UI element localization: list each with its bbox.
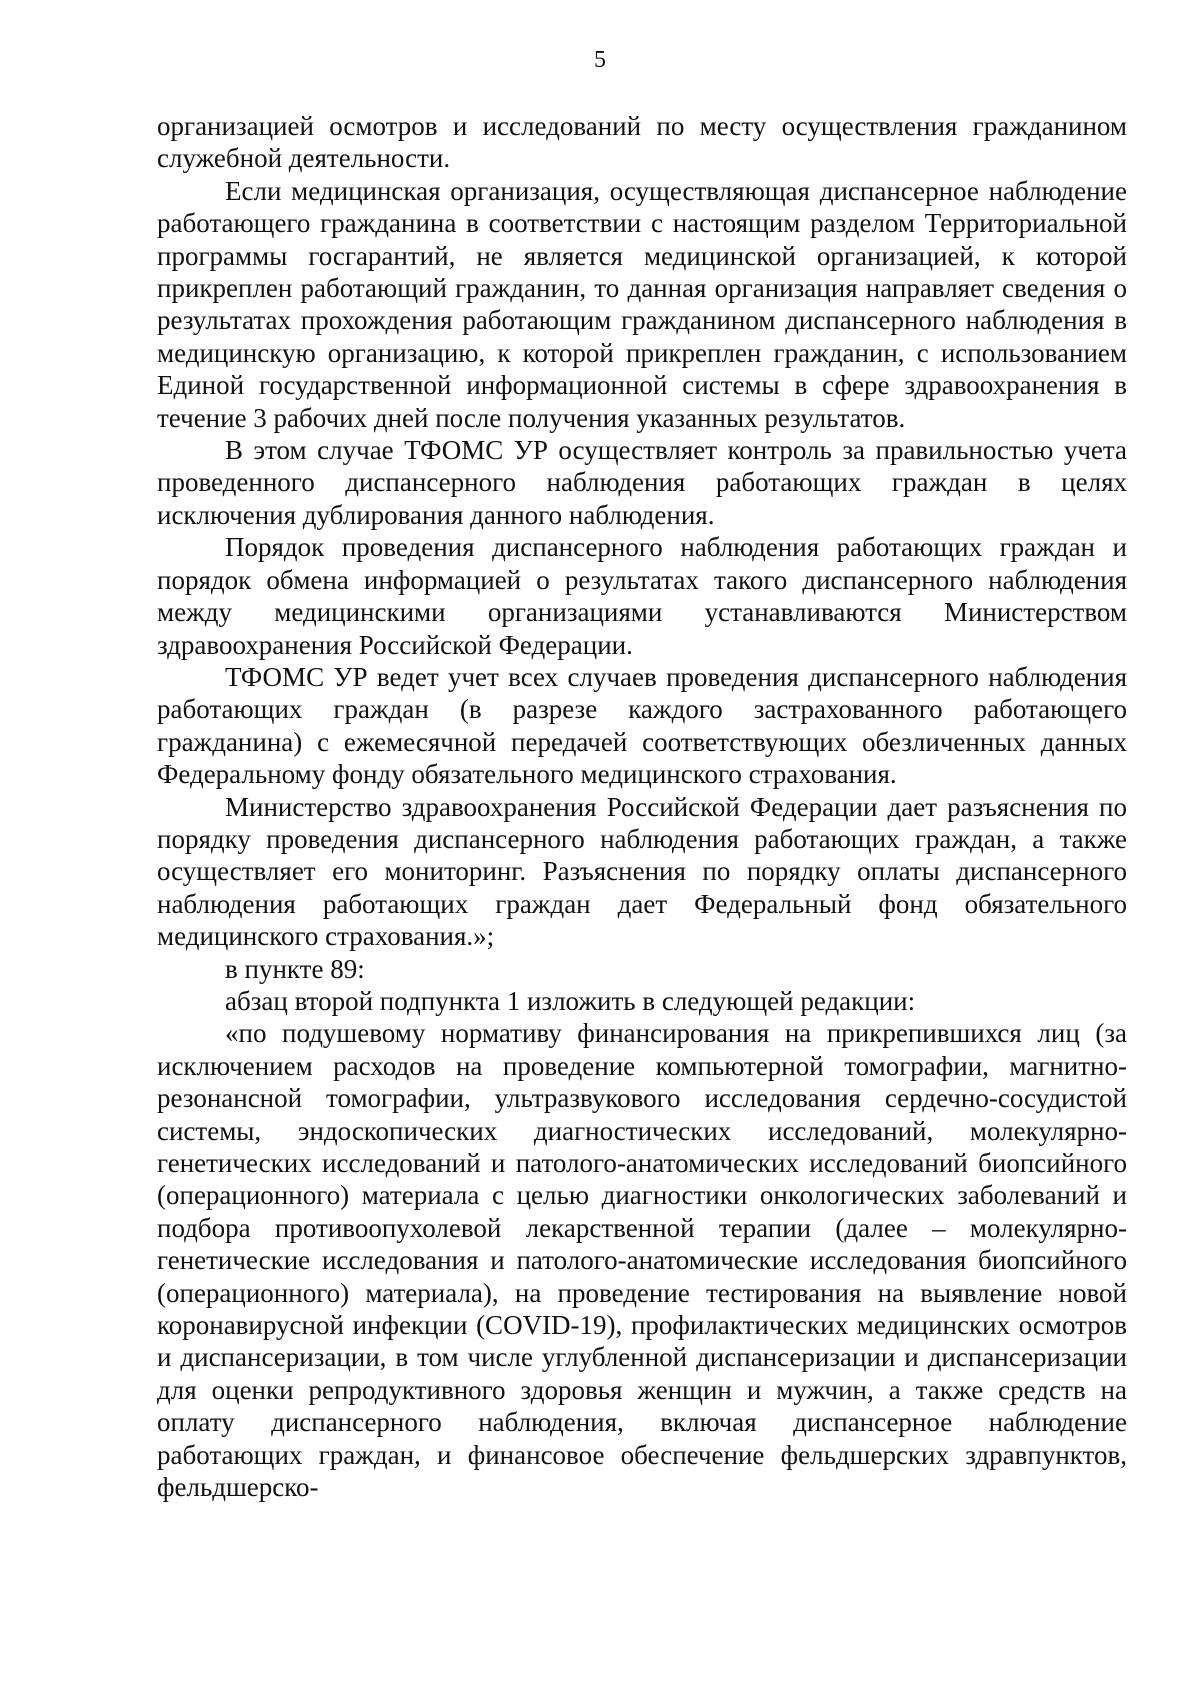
page-number: 5 — [594, 47, 606, 73]
paragraph: В этом случае ТФОМС УР осуществляет контроль за правильностью учета проведенного диспансерного наблюдения работающих граждан в целях исключения дублирования данного наблюдения. — [157, 435, 1127, 530]
paragraph: Министерство здравоохранения Российской Федерации дает разъяснения по порядку проведения диспансерного наблюдения работающих граждан, а также осуществляет его мониторинг. Разъяснения по порядку оплаты диспансерного наблюдения работающих граждан дает Федеральный фонд обязательного медицинского страхования.»; — [157, 791, 1127, 952]
paragraph: Порядок проведения диспансерного наблюдения работающих граждан и порядок обмена информацией о результатах такого диспансерного наблюдения между медицинскими организациями устанавливаются Министерством здравоохранения Российской Федерации. — [157, 532, 1127, 660]
paragraph: «по подушевому нормативу финансирования на прикрепившихся лиц (за исключением расходов на проведение компьютерной томографии, магнитно-резонансной томографии, ультразвукового исследования сердечно-сосудистой системы, эндоскопических диагностических исследований, молекулярно-генетических исследований и патолого-анатомических исследований биопсийного (операционного) материала с целью диагностики онкологических заболеваний и подбора противоопухолевой лекарственной терапии (далее – молекулярно-генетические исследования и патолого-анатомические исследования биопсийного (операционного) материала), на проведение тестирования на выявление новой коронавирусной инфекции (COVID-19), профилактических медицинских осмотров и диспансеризации, в том числе углубленной диспансеризации и диспансеризации для оценки репродуктивного здоровья женщин и мужчин, а также средств на оплату диспансерного наблюдения, включая диспансерное наблюдение работающих граждан, и финансовое обеспечение фельдшерских здравпунктов, фельдшерско- — [157, 1018, 1127, 1503]
paragraph-continuation: организацией осмотров и исследований по месту осуществления гражданином служебной деятельности. — [157, 111, 1127, 174]
paragraph: Если медицинская организация, осуществляющая диспансерное наблюдение работающего гражданина в соответствии с настоящим разделом Территориальной программы госгарантий, не является медицинской организацией, к которой прикреплен работающий гражданин, то данная организация направляет сведения о результатах прохождения работающим гражданином диспансерного наблюдения в медицинскую организацию, к которой прикреплен гражданин, с использованием Единой государственной информационной системы в сфере здравоохранения в течение 3 рабочих дней после получения указанных результатов. — [157, 175, 1127, 433]
paragraph: в пункте 89: — [225, 953, 365, 984]
paragraph: абзац второй подпункта 1 изложить в следующей редакции: — [225, 985, 916, 1016]
paragraph: ТФОМС УР ведет учет всех случаев проведения диспансерного наблюдения работающих граждан (в разрезе каждого застрахованного работающего гражданина) с ежемесячной передачей соответствующих обезличенных данных Федеральному фонду обязательного медицинского страхования. — [157, 661, 1127, 790]
document-body — [157, 110, 1127, 1503]
